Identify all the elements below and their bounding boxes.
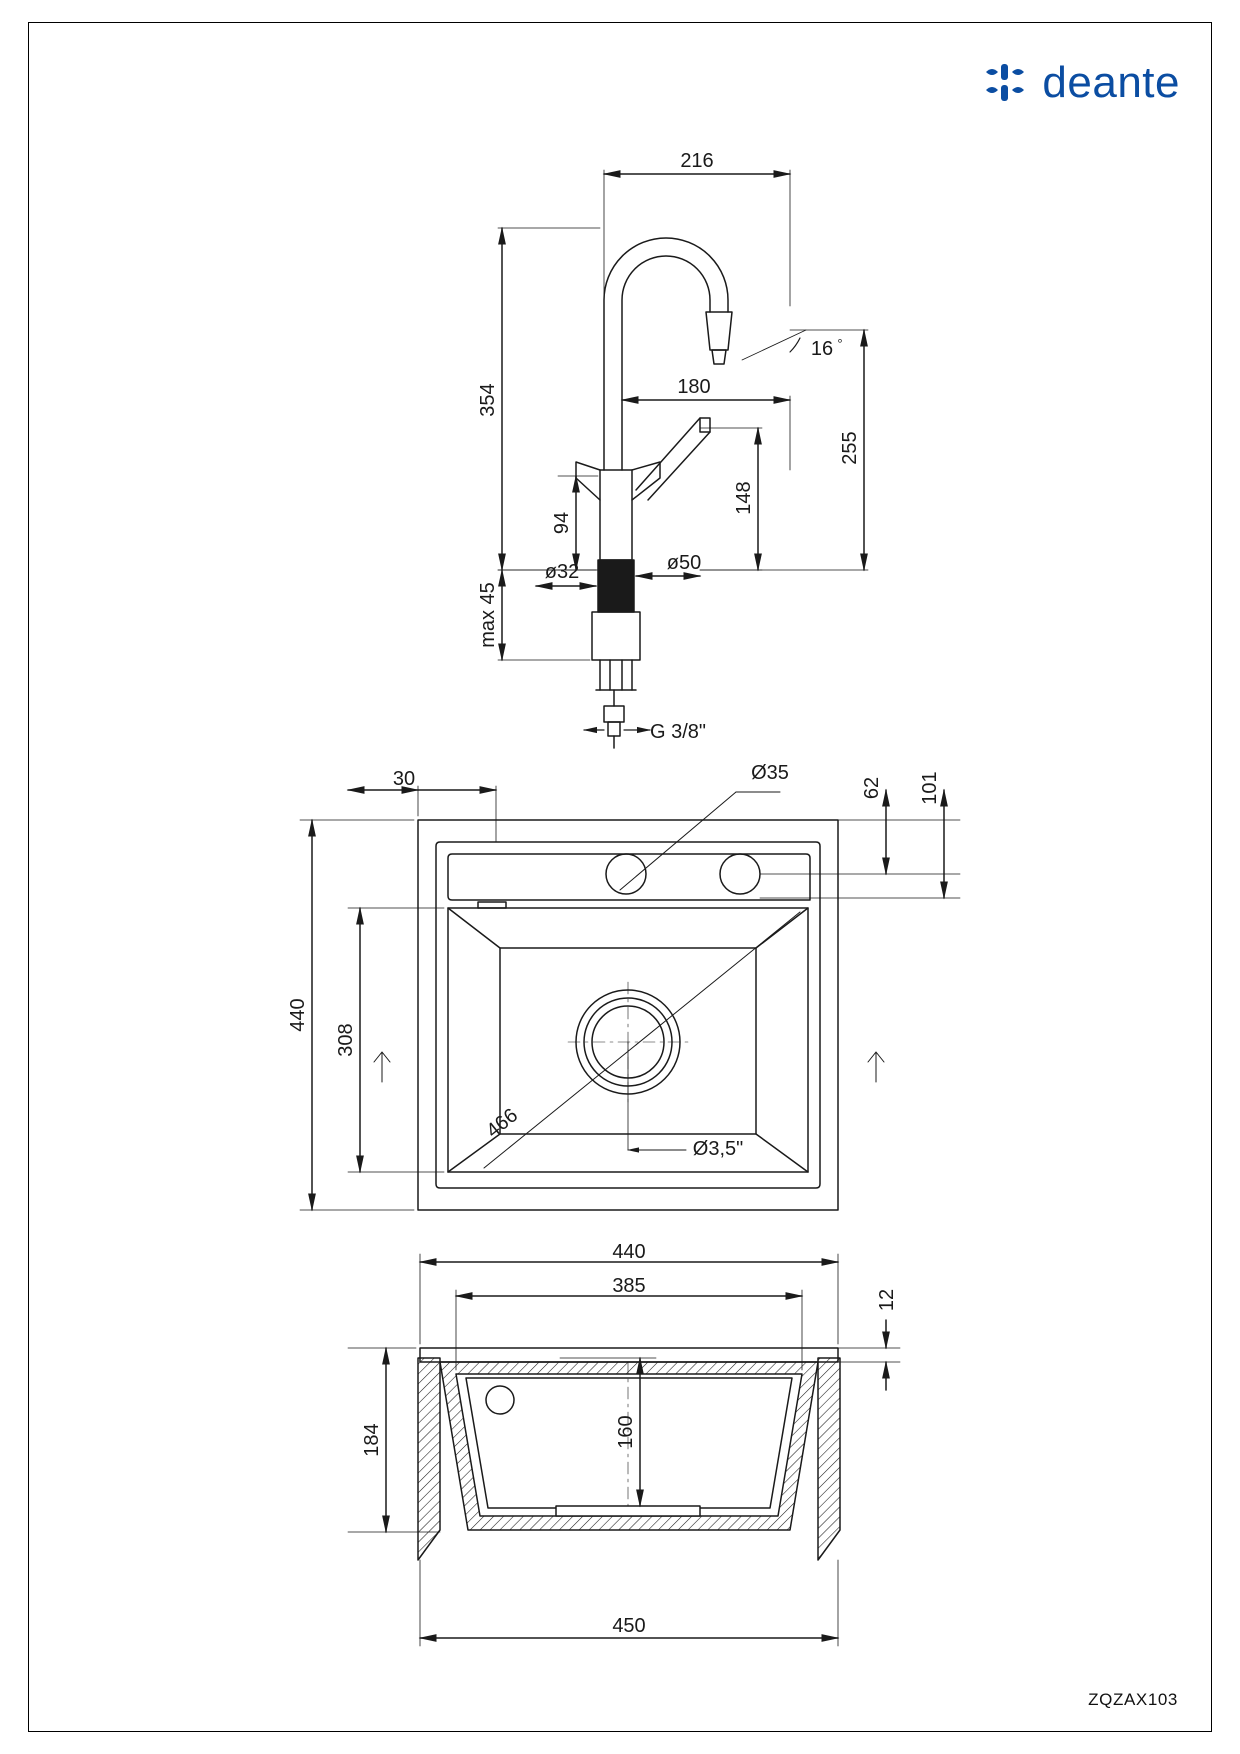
dim-d35in: Ø3,5"	[692, 1138, 744, 1160]
dim-94: 94	[551, 511, 573, 535]
dim-g38: G 3/8"	[649, 721, 707, 743]
dim-148: 148	[733, 481, 755, 515]
dim-62: 62	[861, 776, 883, 800]
dim-385: 385	[612, 1275, 646, 1297]
dim-160: 160	[615, 1415, 637, 1449]
dim-d35: Ø35	[751, 762, 789, 784]
dim-16: 16	[810, 338, 834, 360]
dim-101: 101	[919, 771, 941, 805]
dim-degree: °	[837, 336, 843, 351]
dim-d32: ø32	[544, 561, 580, 583]
product-code: ZQZAX103	[1088, 1690, 1178, 1709]
dim-450: 450	[612, 1615, 646, 1637]
dim-184: 184	[361, 1423, 383, 1457]
dim-354: 354	[477, 383, 499, 417]
dim-440-sec: 440	[612, 1241, 646, 1263]
dim-466: 466	[482, 1104, 523, 1143]
dim-30: 30	[392, 768, 416, 790]
dim-255: 255	[839, 431, 861, 465]
dim-308: 308	[335, 1023, 357, 1057]
dim-440-top: 440	[287, 998, 309, 1032]
dim-d50: ø50	[666, 552, 702, 574]
dim-max45: max 45	[477, 582, 499, 648]
dim-180: 180	[677, 376, 711, 398]
dim-12: 12	[876, 1288, 898, 1312]
dim-216: 216	[680, 150, 714, 172]
brand-name: deante	[1042, 58, 1180, 107]
